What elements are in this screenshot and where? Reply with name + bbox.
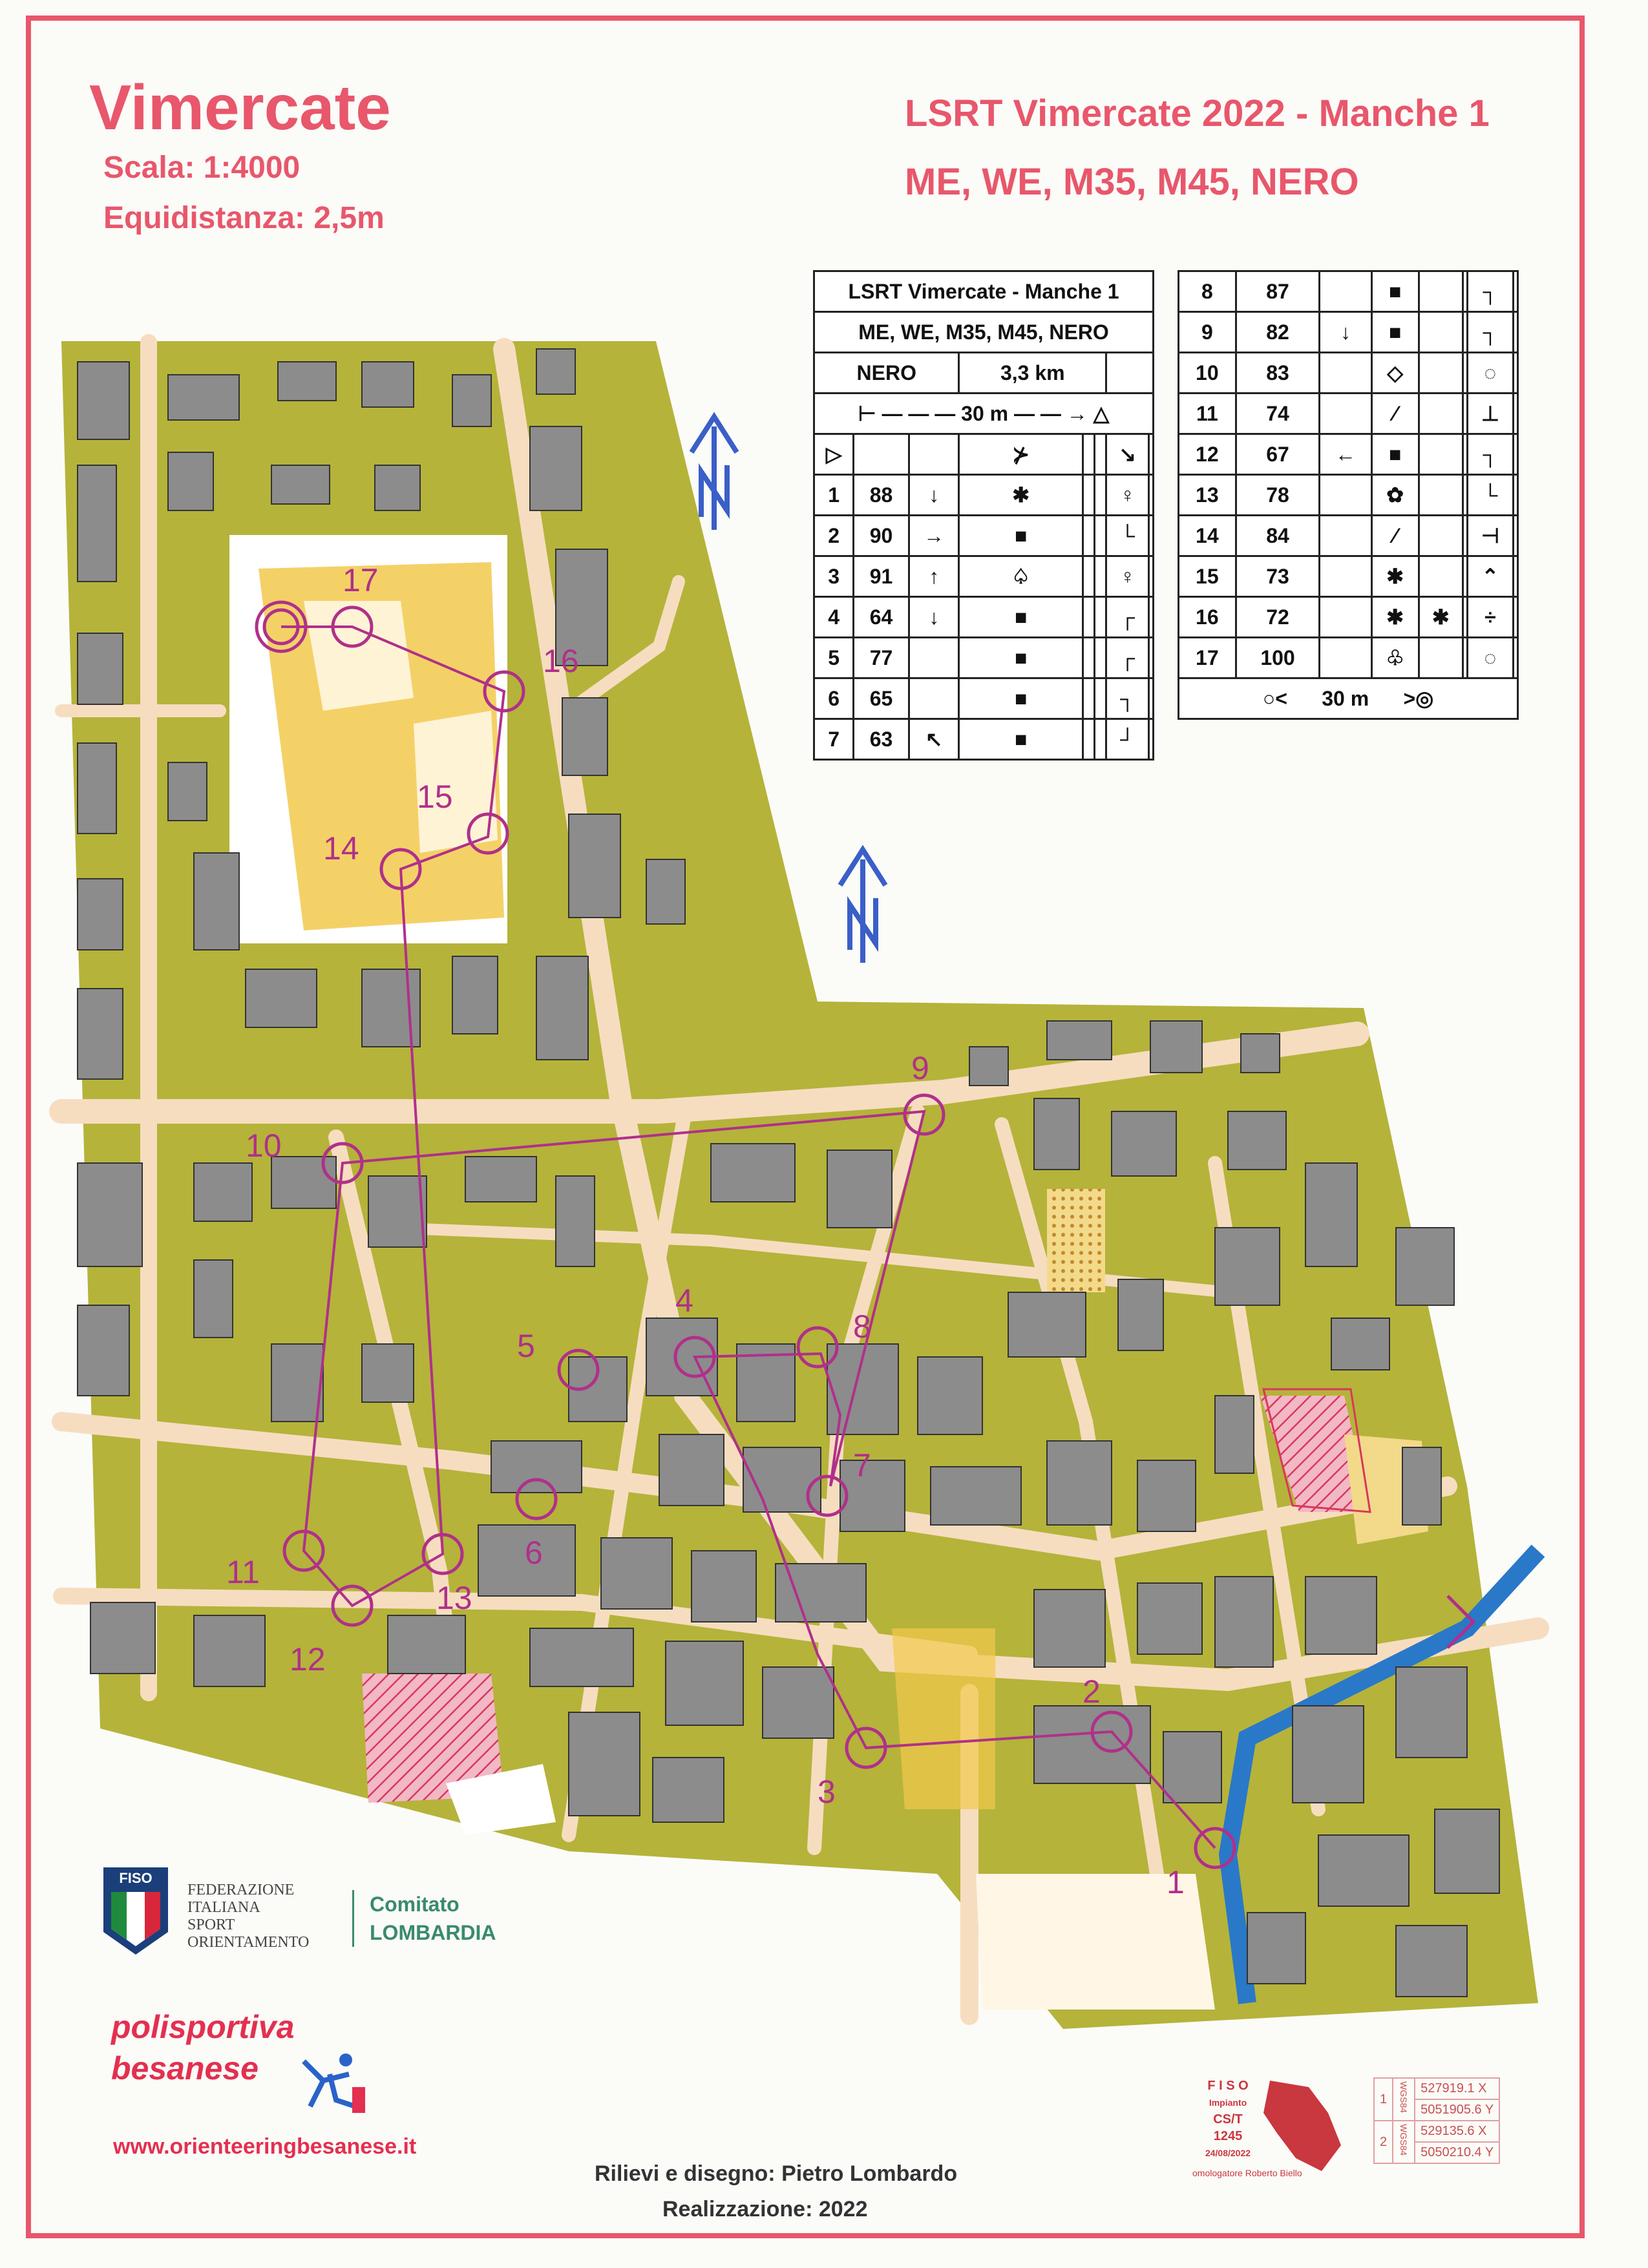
thicket-icon: ✱ [1371,556,1419,597]
hedge-icon: ⁄ [1371,394,1419,434]
desc-finish-leg: ○< 30 m >◎ [1179,678,1518,719]
club-name: polisportiva besanese [111,2009,295,2086]
control-number: 8 [853,1308,871,1345]
control-number: 12 [290,1641,326,1677]
corner-icon: ┌ [1106,638,1149,678]
fiso-stamp: F I S O Impianto CS/T 1245 24/08/2022 omologatore Roberto Biello [1179,2074,1367,2184]
flower-icon: ✿ [1371,475,1419,516]
club-website-link[interactable]: www.orienteeringbesanese.it [113,2134,417,2159]
building-icon: ■ [959,678,1083,719]
runner-logo-icon [291,2048,368,2123]
control-description-sheet-2 [1178,270,1519,720]
foot-icon: ♀ [1106,475,1149,516]
thicket-icon: ✱ [959,475,1083,516]
end-icon: ⊣ [1467,516,1513,556]
arrow-up-icon: ↑ [909,556,959,597]
foot-icon: ⊥ [1467,394,1513,434]
tree-icon: ♤ [959,556,1083,597]
circle-icon: ◌ [1467,638,1513,678]
corner-icon: ┐ [1106,678,1149,719]
arrow-down-icon: ↓ [909,597,959,638]
building-icon: ■ [959,597,1083,638]
north-arrow-icon [692,417,737,530]
corner-icon: ┐ [1467,312,1513,353]
event-categories: ME, WE, M35, M45, NERO [905,161,1359,203]
event-title: LSRT Vimercate 2022 - Manche 1 [905,92,1490,134]
control-number: 2 [1083,1674,1101,1710]
thicket-icon: ✱ [1419,597,1463,638]
svg-text:FISO: FISO [119,1870,153,1886]
thicket-icon: ✱ [1371,597,1419,638]
start-triangle-icon: ▷ [814,434,854,475]
building-icon: ■ [1371,434,1419,475]
desc-row: 1 88 ↓ ✱ ♀ [814,475,1154,516]
desc-row: 17 100 ♧ ◌ [1179,638,1518,678]
building-icon: ■ [1371,312,1419,353]
desc-row: 8 87 ■ ┐ [1179,271,1518,312]
control-number: 11 [226,1554,260,1590]
arrow-upleft-icon: ↖ [909,719,959,760]
credits-author: Rilievi e disegno: Pietro Lombardo [595,2161,958,2186]
building-icon: ■ [959,719,1083,760]
hedge-icon: ⁄ [1371,516,1419,556]
desc-row: 7 63 ↖ ■ ┘ [814,719,1154,760]
corner-icon: ┌ [1106,597,1149,638]
control-number: 7 [853,1447,871,1484]
corner-icon: ┘ [1106,719,1149,760]
diamond-icon: ◇ [1371,353,1419,394]
foot-icon: ♀ [1106,556,1149,597]
comitato-label: Comitato LOMBARDIA [352,1890,496,1947]
desc-event-name: LSRT Vimercate - Manche 1 [814,271,1154,312]
desc-row: 14 84 ⁄ ⊣ [1179,516,1518,556]
map-contour-interval: Equidistanza: 2,5m [103,201,385,235]
control-number: 5 [517,1328,535,1364]
desc-row: 4 64 ↓ ■ ┌ [814,597,1154,638]
corner-icon: └ [1467,475,1513,516]
building-icon: ■ [959,516,1083,556]
control-number: 15 [417,779,453,815]
between-icon: ÷ [1467,597,1513,638]
corner-icon: └ [1106,516,1149,556]
desc-course-name: NERO [814,353,959,394]
top-icon: ⌃ [1467,556,1513,597]
federation-name: FEDERAZIONE ITALIANA SPORT ORIENTAMENTO [187,1882,310,1951]
control-number: 16 [543,643,579,679]
desc-row: 2 90 → ■ └ [814,516,1154,556]
desc-row: 5 77 ■ ┌ [814,638,1154,678]
control-number: 6 [525,1535,543,1571]
desc-row: 15 73 ✱ ⌃ [1179,556,1518,597]
corner-icon: ┐ [1467,434,1513,475]
desc-row: 12 67 ← ■ ┐ [1179,434,1518,475]
map-scale: Scala: 1:4000 [103,151,301,185]
corner-icon: ┐ [1467,271,1513,312]
control-description-sheet [813,270,1154,761]
desc-row: 3 91 ↑ ♤ ♀ [814,556,1154,597]
control-number: 13 [436,1580,472,1616]
desc-start-leg: ⊢ — — — 30 m — — → △ [814,394,1154,434]
map-title: Vimercate [89,72,391,143]
arrow-down-icon: ↓ [909,475,959,516]
desc-row: 9 82 ↓ ■ ┐ [1179,312,1518,353]
desc-row: 6 65 ■ ┐ [814,678,1154,719]
between-icon: ⊁ [959,434,1083,475]
arrow-left-icon: ← [1320,434,1371,475]
credits-year: Realizzazione: 2022 [662,2197,868,2221]
desc-row: 16 72 ✱ ✱ ÷ [1179,597,1518,638]
desc-row: 11 74 ⁄ ⊥ [1179,394,1518,434]
control-number: 4 [675,1283,693,1319]
control-number: 3 [818,1774,836,1810]
tree-icon: ♧ [1371,638,1419,678]
control-number: 1 [1167,1864,1185,1900]
fiso-logo [97,1861,174,1961]
building-icon: ■ [959,638,1083,678]
coordinates-table: 1 WGS84 527919.1 X 5051905.6 Y 2 WGS84 529135.6 X 5050210.4 Y [1373,2077,1500,2164]
arrow-down-icon: ↓ [1320,312,1371,353]
control-number: 14 [323,830,359,866]
north-arrow-icon [840,850,885,963]
desc-course-length: 3,3 km [959,353,1106,394]
control-number: 9 [911,1050,929,1086]
control-number: 10 [246,1128,282,1164]
control-number: 17 [343,562,379,598]
arrow-right-icon: → [909,516,959,556]
building-icon: ■ [1371,271,1419,312]
circle-icon: ◌ [1467,353,1513,394]
desc-row: 13 78 ✿ └ [1179,475,1518,516]
desc-classes: ME, WE, M35, M45, NERO [814,312,1154,353]
desc-row: 10 83 ◇ ◌ [1179,353,1518,394]
side-icon: ↘ [1106,434,1149,475]
